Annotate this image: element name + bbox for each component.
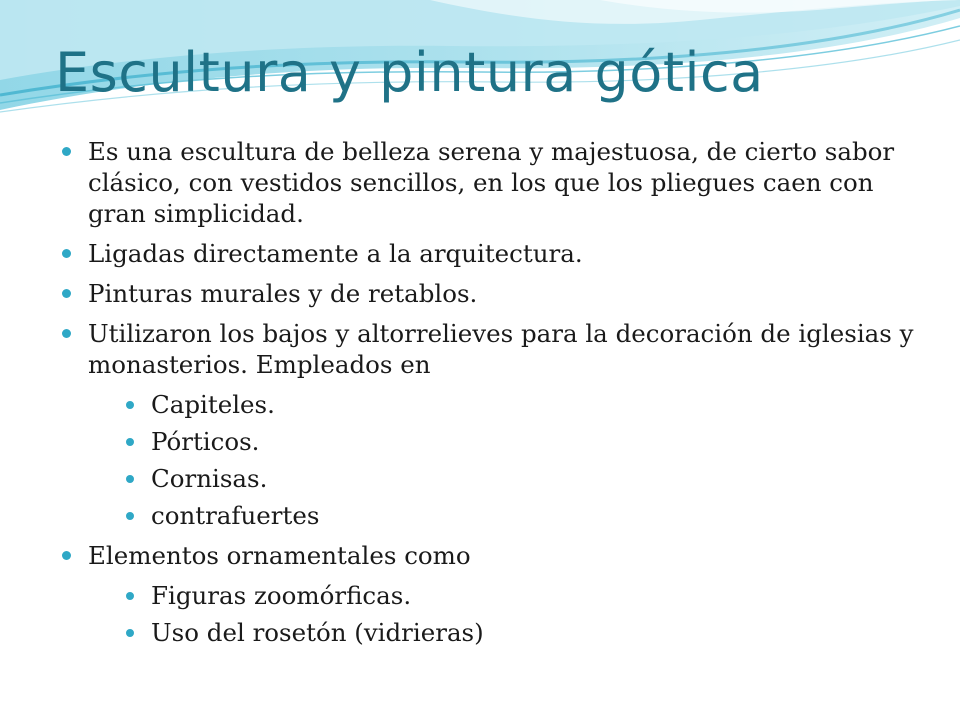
bullet-dot-icon [62,551,71,560]
bullet-dot-icon [126,438,134,446]
sub-bullet-item [124,389,920,420]
bullet-dot-icon [126,592,134,600]
bullet-item [60,136,920,229]
bullet-text: Ligadas directamente a la arquitectura. [88,239,583,268]
bullet-dot-icon [62,147,71,156]
bullet-text: Pinturas murales y de retablos. [88,279,478,308]
sub-bullet-text: Capiteles. [151,390,275,419]
bullet-text: Utilizaron los bajos y altorrelieves para la decoración de iglesias y monasterios. Empleados en [88,319,914,379]
bullet-dot-icon [126,629,134,637]
sub-bullet-item [124,463,920,494]
bullet-dot-icon [126,512,134,520]
slide-title: Escultura y pintura gótica [55,41,764,104]
sub-bullet-text: Figuras zoomórficas. [151,581,412,610]
sub-bullet-list [124,389,920,531]
bullet-dot-icon [62,329,71,338]
sub-bullet-item [124,617,920,648]
bullet-item [60,318,920,531]
sub-bullet-text: Pórticos. [151,427,260,456]
bullet-item [60,540,920,648]
sub-bullet-text: Cornisas. [151,464,268,493]
sub-bullet-text: contrafuertes [151,501,320,530]
sub-bullet-list [124,580,920,648]
slide-content [60,136,920,657]
bullet-dot-icon [62,249,71,258]
sub-bullet-item [124,500,920,531]
bullet-dot-icon [126,475,134,483]
bullet-text: Es una escultura de belleza serena y majestuosa, de cierto sabor clásico, con vestidos sencillos, en los que los pliegues caen con gran simplicidad. [88,137,895,228]
bullet-dot-icon [62,289,71,298]
bullet-item [60,278,920,309]
bullet-text: Elementos ornamentales como [88,541,471,570]
bullet-dot-icon [126,401,134,409]
bullet-list [60,136,920,648]
sub-bullet-text: Uso del rosetón (vidrieras) [151,618,484,647]
sub-bullet-item [124,580,920,611]
bullet-item [60,238,920,269]
sub-bullet-item [124,426,920,457]
